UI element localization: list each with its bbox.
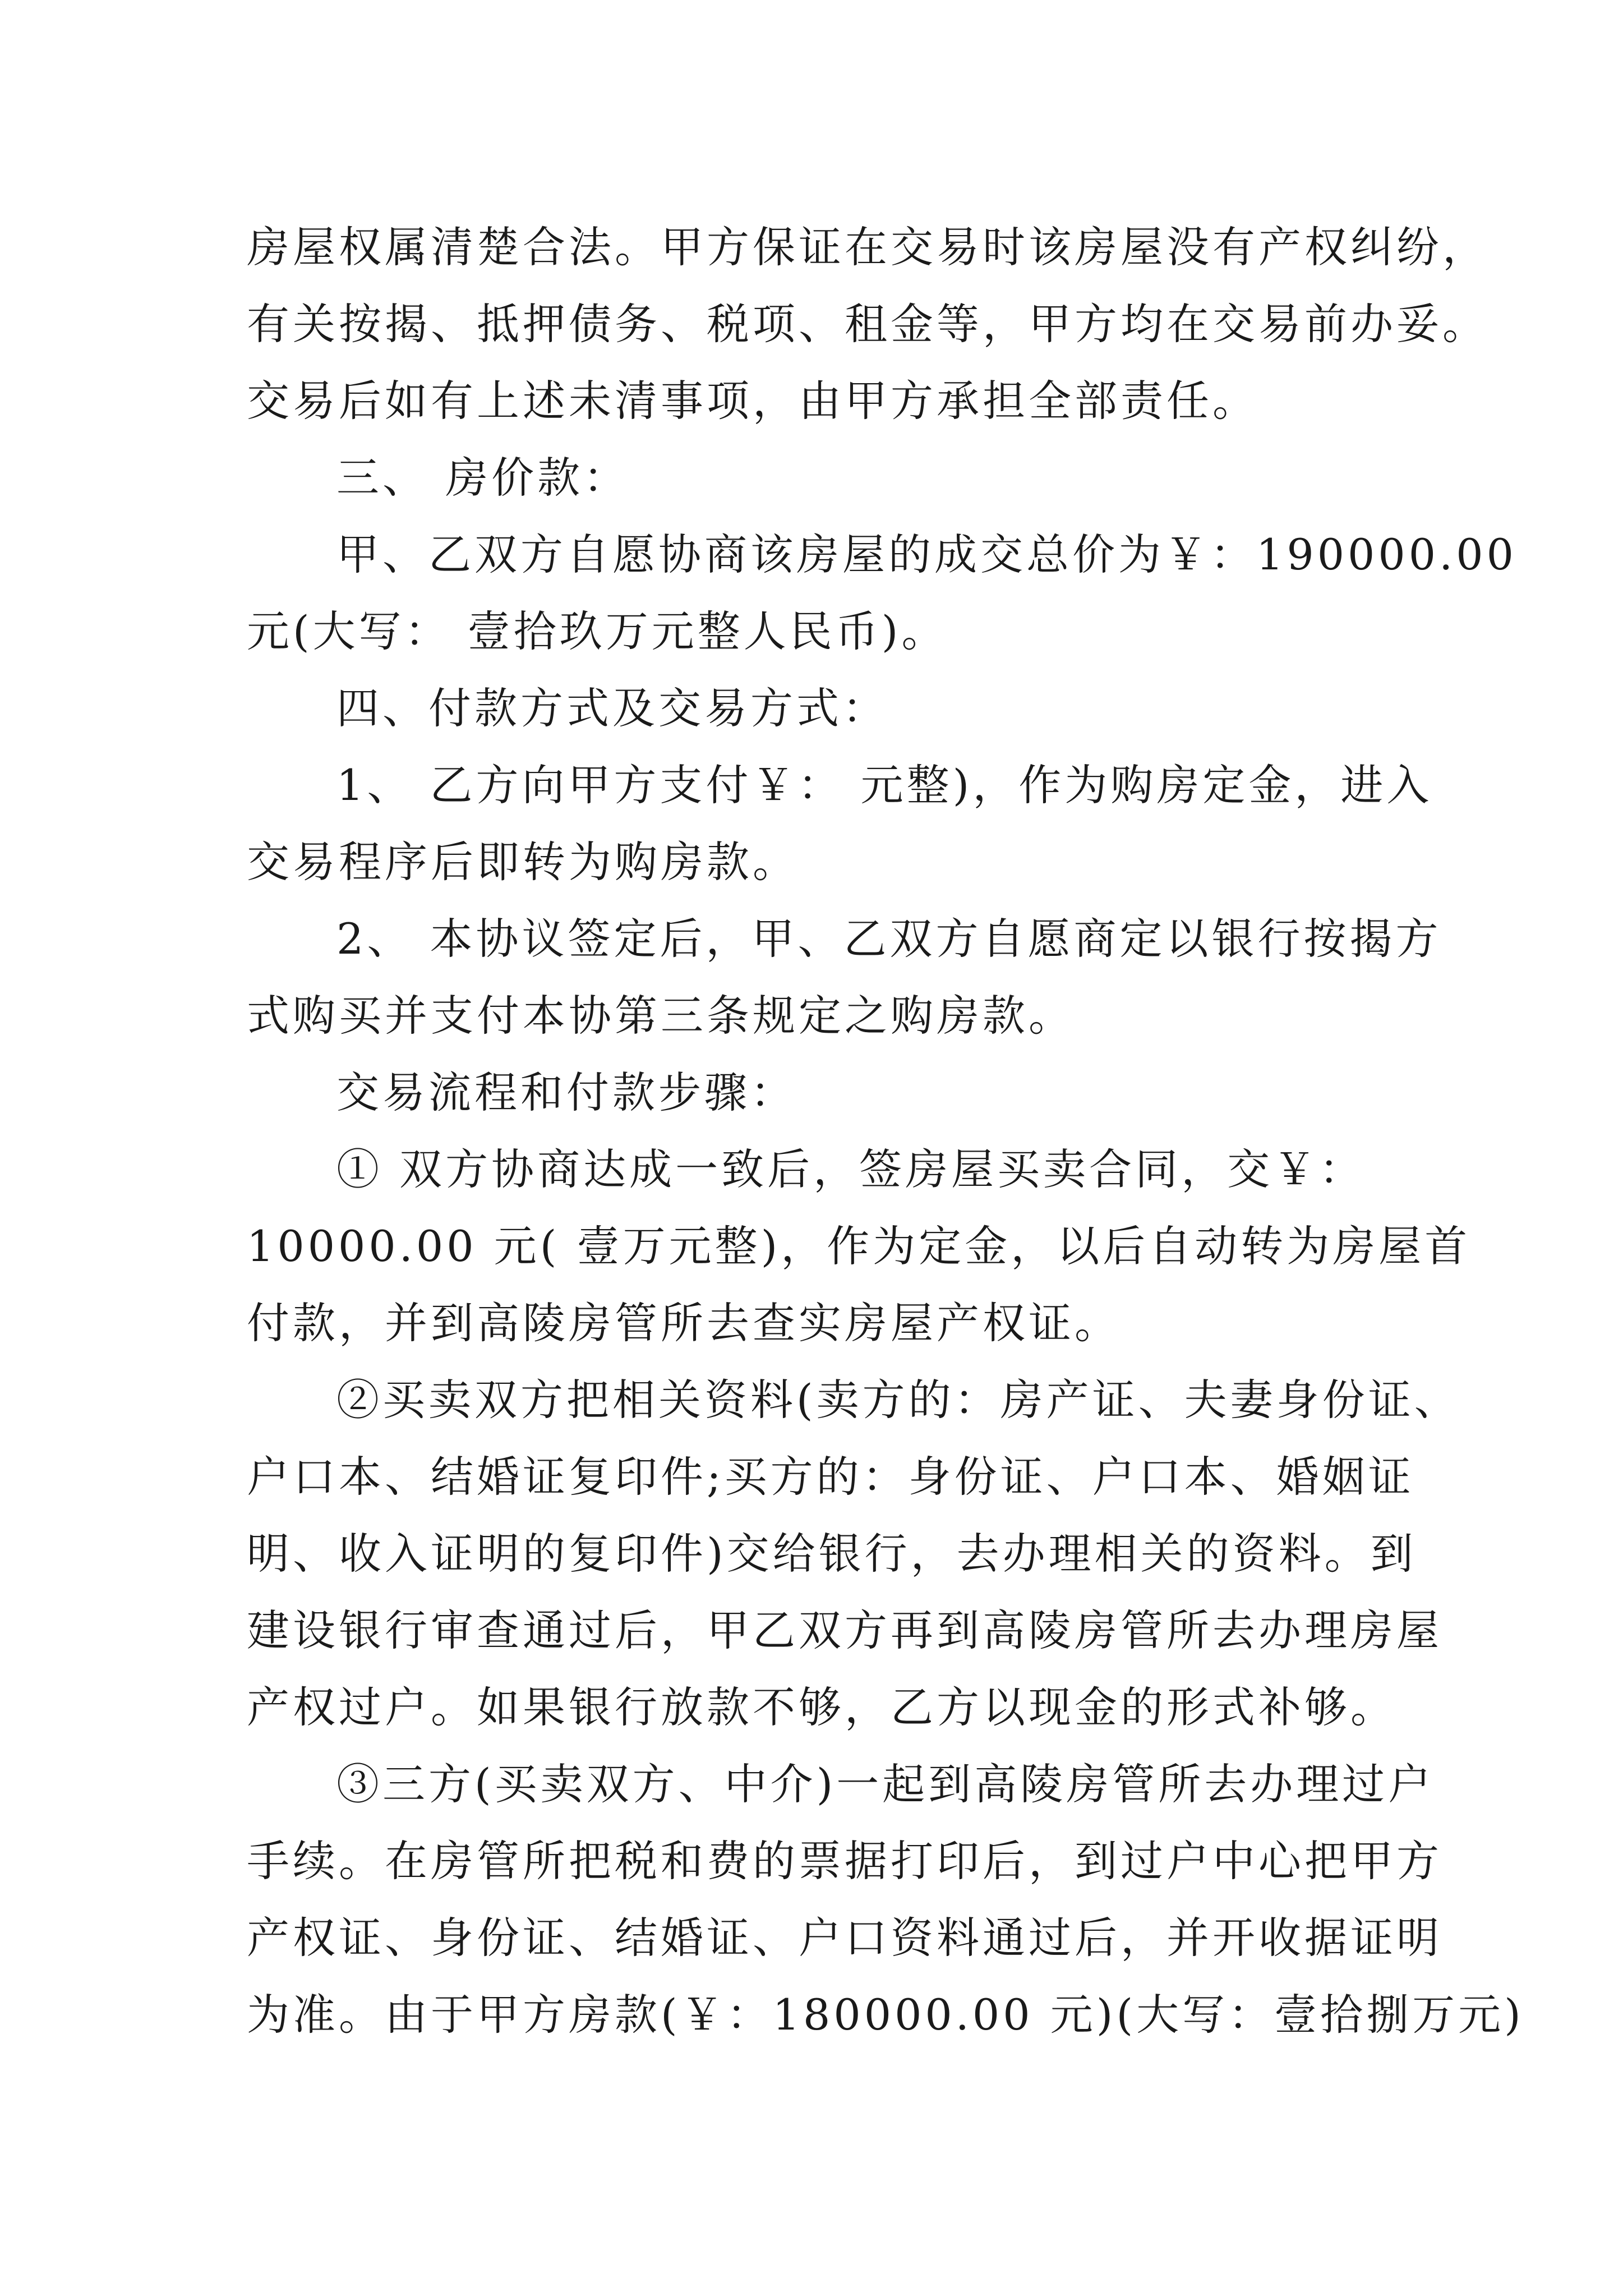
contract-body-text bbox=[247, 209, 1524, 2053]
text-line: 10000.00 元( 壹万元整)，作为定金，以后自动转为房屋首 bbox=[247, 1221, 1471, 1271]
text-line: 有关按揭、抵押债务、税项、租金等，甲方均在交易前办妥。 bbox=[247, 299, 1488, 349]
text-line: 付款，并到高陵房管所去查实房屋产权证。 bbox=[247, 1298, 1121, 1348]
text-line: ③三方(买卖双方、中介)一起到高陵房管所去办理过户 bbox=[336, 1759, 1435, 1809]
text-line: 手续。在房管所把税和费的票据打印后，到过户中心把甲方 bbox=[247, 1836, 1442, 1886]
text-line: ① 双方协商达成一致后，签房屋买卖合同，交￥： bbox=[336, 1144, 1366, 1194]
section-heading-price: 三、 房价款： bbox=[336, 453, 630, 503]
text-line: 为准。由于甲方房款(￥：180000.00 元)(大写：壹拾捌万元) bbox=[247, 1990, 1524, 2040]
text-line: ②买卖双方把相关资料(卖方的：房产证、夫妻身份证、 bbox=[336, 1375, 1460, 1425]
text-line: 建设银行审查通过后，甲乙双方再到高陵房管所去办理房屋 bbox=[247, 1605, 1442, 1655]
text-line: 甲、乙双方自愿协商该房屋的成交总价为￥：190000.00 bbox=[336, 530, 1517, 579]
text-line: 户口本、结婚证复印件;买方的：身份证、户口本、婚姻证 bbox=[247, 1452, 1414, 1502]
text-line: 元(大写： 壹拾玖万元整人民币)。 bbox=[247, 606, 948, 656]
text-line: 1、 乙方向甲方支付￥： 元整)，作为购房定金，进入 bbox=[336, 760, 1433, 810]
text-line: 交易程序后即转为购房款。 bbox=[247, 837, 799, 887]
section-heading-process: 交易流程和付款步骤： bbox=[336, 1068, 796, 1117]
text-line: 2、 本协议签定后，甲、乙双方自愿商定以银行按揭方 bbox=[336, 914, 1442, 964]
text-line: 产权证、身份证、结婚证、户口资料通过后，并开收据证明 bbox=[247, 1913, 1442, 1963]
text-line: 式购买并支付本协第三条规定之购房款。 bbox=[247, 991, 1075, 1041]
text-line: 产权过户。如果银行放款不够，乙方以现金的形式补够。 bbox=[247, 1682, 1396, 1732]
text-line: 房屋权属清楚合法。甲方保证在交易时该房屋没有产权纠纷， bbox=[247, 222, 1488, 272]
text-line: 明、收入证明的复印件)交给银行，去办理相关的资料。到 bbox=[247, 1529, 1417, 1579]
text-line: 交易后如有上述未清事项，由甲方承担全部责任。 bbox=[247, 376, 1258, 426]
section-heading-payment: 四、付款方式及交易方式： bbox=[336, 683, 888, 733]
